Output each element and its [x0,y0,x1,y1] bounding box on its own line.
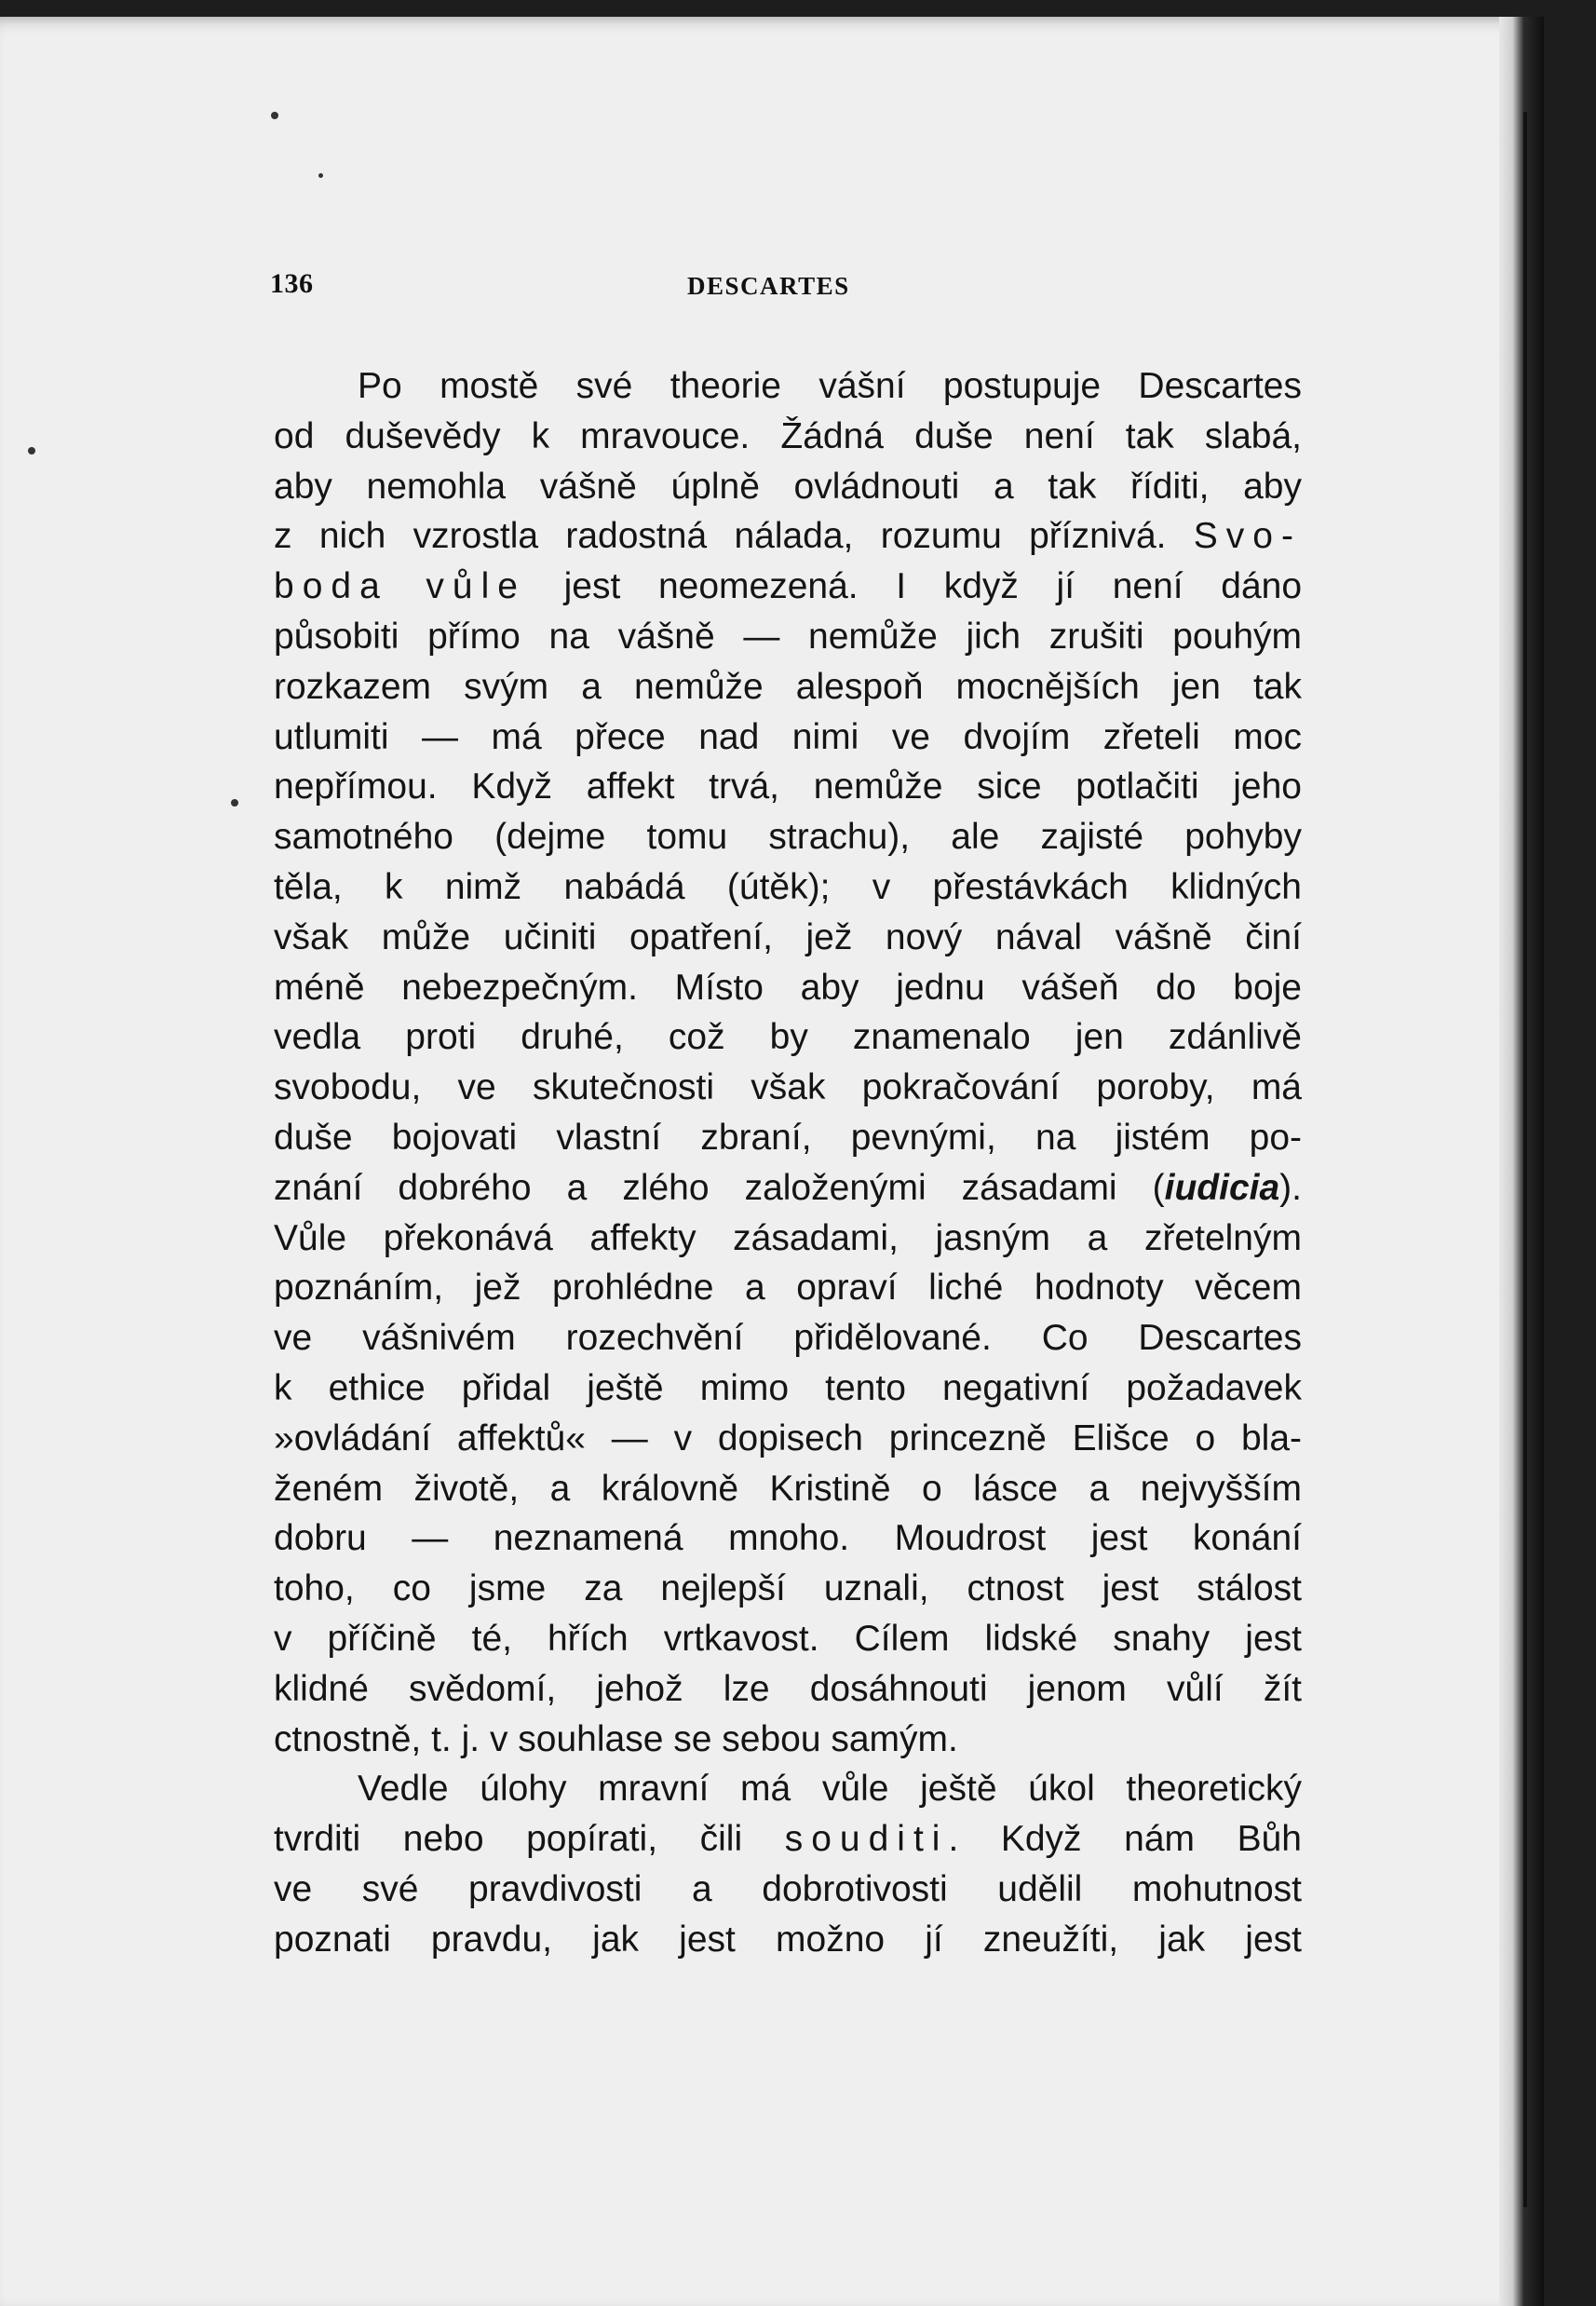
text-line: méně nebezpečným. Místo aby jednu vášeň do boje [274,967,1302,1008]
text-line: Po mostě své theorie vášní postupuje Descartes [358,366,1302,406]
text-line: dobru — neznamená mnoho. Moudrost jest konání [274,1518,1302,1559]
text-line: vedla proti druhé, což by znamenalo jen zdánlivě [274,1017,1302,1058]
text-line: k ethice přidal ještě mimo tento negativní požadavek [274,1367,1302,1408]
spaced-word: souditi [784,1819,949,1860]
text-line: nepřímou. Když affekt trvá, nemůže sice potlačiti jeho [274,766,1302,807]
text-line: ctnostně, t. j. v souhlase se sebou samým. [274,1718,958,1759]
dust-speck [318,173,323,178]
body-text [274,361,1302,1965]
spaced-word: vůle [426,566,526,607]
text-line: toho, co jsme za nejlepší uznali, ctnost jest stálost [274,1568,1302,1609]
text-line: těla, k nimž nabádá (útěk); v přestávkách klidných [274,866,1302,907]
text-line: svobodu, ve skutečnosti však pokračování poroby, má [274,1067,1302,1108]
text-line: od duševědy k mravouce. Žádná duše není tak slabá, [274,415,1302,456]
text-line: tvrditi nebo popírati, čili souditi. Když nám Bůh [274,1819,1302,1860]
spaced-word: boda [274,566,388,607]
text-line: poznáním, jež prohlédne a opraví liché hodnoty věcem [274,1268,1302,1309]
running-head: DESCARTES [687,272,850,300]
text-line: rozkazem svým a nemůže alespoň mocnějších jen tak [274,666,1302,707]
text-line: z nich vzrostla radostná nálada, rozumu příznivá. Svo- [274,516,1302,557]
text-line: utlumiti — má přece nad nimi ve dvojím zřeteli moc [274,716,1302,757]
text-line: ve své pravdivosti a dobrotivosti udělil mohutnost [274,1868,1302,1909]
dust-speck [271,112,278,119]
text-line: boda vůle jest neomezená. I když jí není dáno [274,566,1302,607]
text-line: Vedle úlohy mravní má vůle ještě úkol theoretický [358,1769,1302,1810]
dust-speck [231,799,238,807]
text-line: ženém životě, a královně Kristině o lásce a nejvyšším [274,1468,1302,1509]
text-line: »ovládání affektů« — v dopisech princezně Elišce o bla- [274,1418,1302,1458]
italic-term: iudicia [1164,1167,1280,1208]
text-line: působiti přímo na vášně — nemůže jich zrušiti pouhým [274,616,1302,657]
spaced-word: Svo- [1193,516,1302,557]
text-line: poznati pravdu, jak jest možno jí zneužíti, jak jest [274,1919,1302,1960]
text-line: aby nemohla vášně úplně ovládnouti a tak říditi, aby [274,466,1302,507]
book-spine-edge [1523,112,1527,2207]
book-spine-shadow [1499,17,1544,2306]
text-line: duše bojovati vlastní zbraní, pevnými, na jistém po- [274,1117,1302,1158]
dust-speck [28,447,35,454]
page-header [270,268,1304,305]
text-line: v příčině té, hřích vrtkavost. Cílem lidské snahy jest [274,1618,1302,1659]
page-number: 136 [270,268,314,299]
text-line: Vůle překonává affekty zásadami, jasným a zřetelným [274,1217,1302,1258]
text-line: ve vášnivém rozechvění přidělované. Co Descartes [274,1318,1302,1359]
text-line: klidné svědomí, jehož lze dosáhnouti jenom vůlí žít [274,1668,1302,1709]
text-line: samotného (dejme tomu strachu), ale zajisté pohyby [274,817,1302,858]
text-line: znání dobrého a zlého založenými zásadami (iudicia). [274,1167,1302,1208]
text-line: však může učiniti opatření, jež nový nával vášně činí [274,916,1302,957]
